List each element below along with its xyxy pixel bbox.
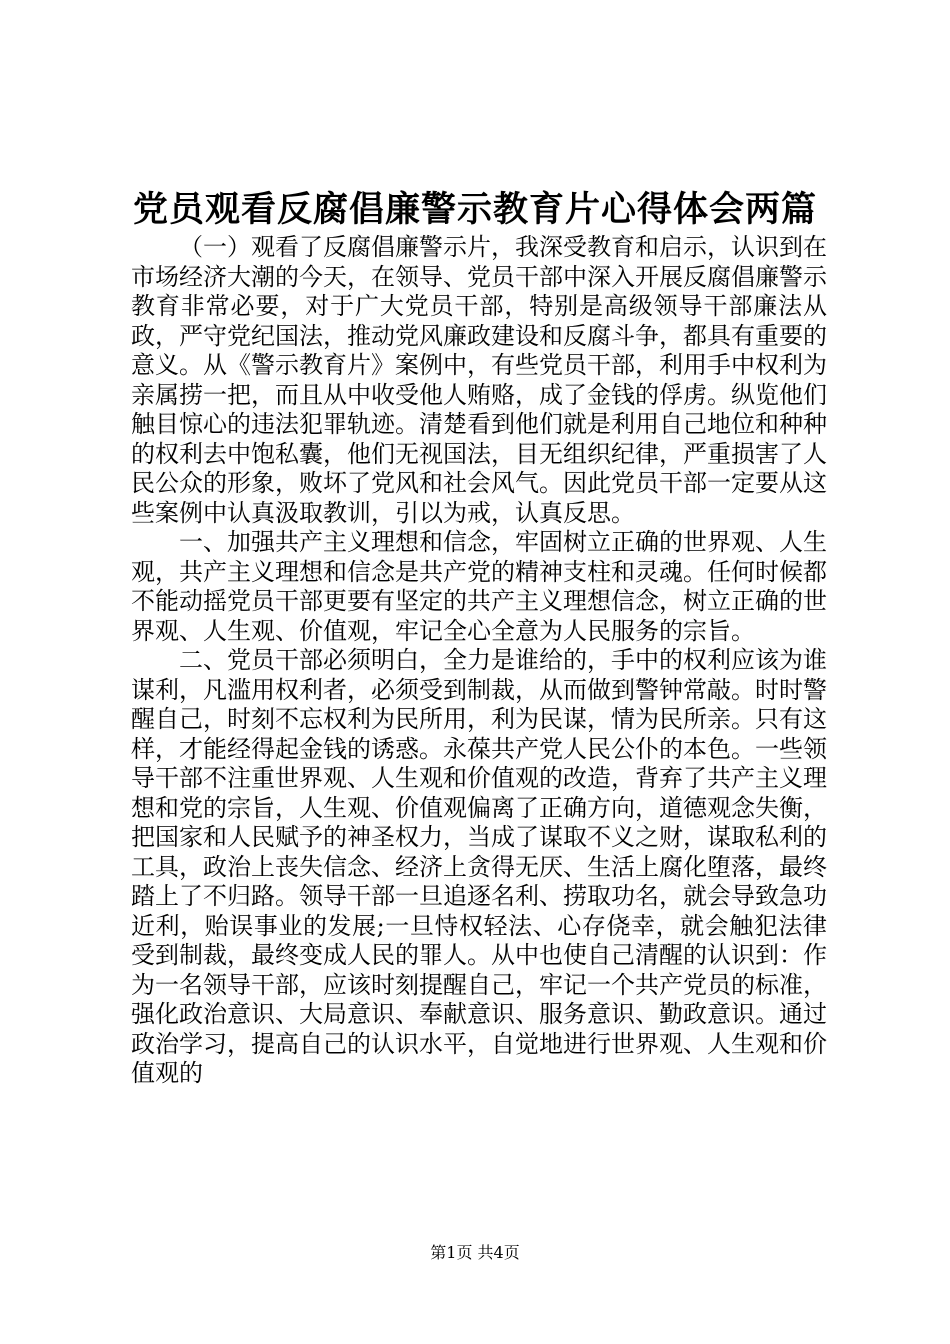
paragraph-intro: （一）观看了反腐倡廉警示片，我深受教育和启示，认识到在市场经济大潮的今天，在领导、党员干部中深入开展反腐倡廉警示教育非常必要，对于广大党员干部，特别是高级领导干部廉法从政，严守党纪国法，推动党风廉政建设和反腐斗争，都具有重要的意义。从《警示教育片》案例中，有些党员干部，利用手中权利为亲属捞一把，而且从中收受他人贿赂，成了金钱的俘虏。纵览他们触目惊心的违法犯罪轨迹。清楚看到他们就是利用自己地位和种种的权利去中饱私囊，他们无视国法，目无组织纪律，严重损害了人民公众的形象，败坏了党风和社会风气。因此党员干部一定要从这些案例中认真汲取教训，引以为戒，认真反思。 [131,233,827,527]
paragraph-point-two: 二、党员干部必须明白，全力是谁给的，手中的权利应该为谁谋利，凡滥用权利者，必须受到制裁，从而做到警钟常敲。时时警醒自己，时刻不忘权利为民所用，利为民谋，情为民所亲。只有这样，才能经得起金钱的诱惑。永葆共产党人民公仆的本色。一些领导干部不注重世界观、人生观和价值观的改造，背弃了共产主义理想和党的宗旨，人生观、价值观偏离了正确方向，道德观念失衡，把国家和人民赋予的神圣权力，当成了谋取不义之财，谋取私利的工具，政治上丧失信念、经济上贪得无厌、生活上腐化堕落，最终踏上了不归路。领导干部一旦追逐名利、捞取功名，就会导致急功近利，贻误事业的发展;一旦恃权轻法、心存侥幸，就会触犯法律受到制裁，最终变成人民的罪人。从中也使自己清醒的认识到：作为一名领导干部，应该时刻提醒自己，牢记一个共产党员的标准，强化政治意识、大局意识、奉献意识、服务意识、勤政意识。通过政治学习，提高自己的认识水平，自觉地进行世界观、人生观和价值观的 [131,646,827,1087]
document-body [131,233,827,1089]
page-number-footer: 第1页 共4页 [430,1243,520,1262]
document-title: 党员观看反腐倡廉警示教育片心得体会两篇 [132,189,817,230]
paragraph-point-one: 一、加强共产主义理想和信念，牢固树立正确的世界观、人生观，共产主义理想和信念是共产党的精神支柱和灵魂。任何时候都不能动摇党员干部更要有坚定的共产主义理想信念，树立正确的世界观、人生观、价值观，牢记全心全意为人民服务的宗旨。 [131,528,827,645]
